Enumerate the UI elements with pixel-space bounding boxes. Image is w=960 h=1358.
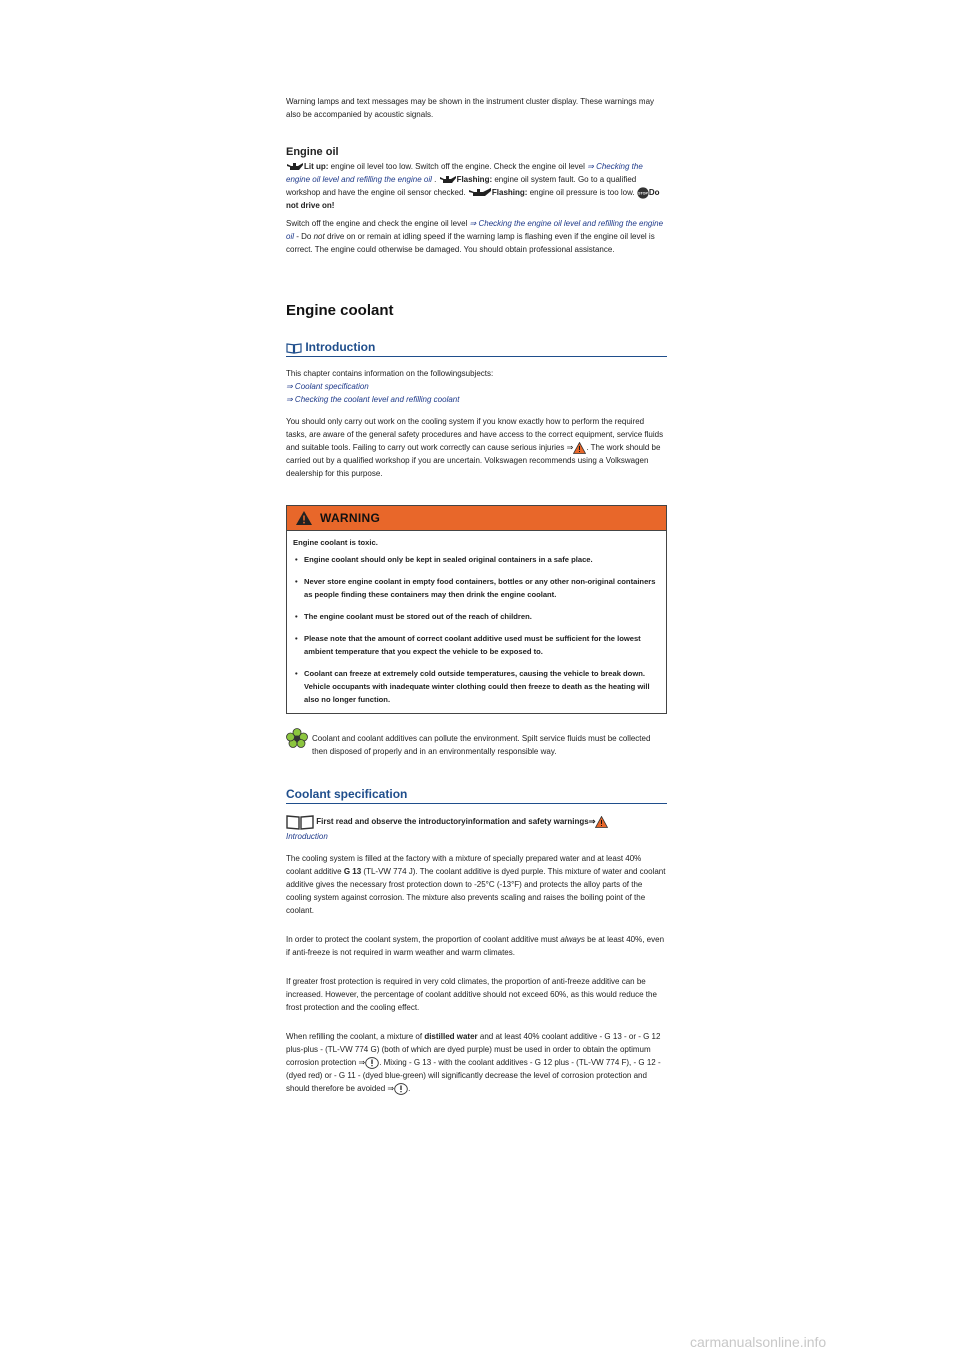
warning-item: • The engine coolant must be stored out of the reach of children. — [293, 610, 660, 623]
spec-text: The cooling system is filled at the factory with a mixture of specially prepared water and at least 40% coolant additive — [286, 854, 642, 876]
coolant-para-text: You should only carry out work on the cooling system if you know exactly how to perform the required tasks, are aware of the general safety procedures and have access to the correct equipment, service fluids and suitable tools. Failing to carry out work correctly can cause serious injuries ⇒ — [286, 417, 664, 452]
flashing-label: Flashing: — [491, 188, 528, 197]
spec-text: . — [408, 1084, 411, 1093]
oil-can-icon — [286, 161, 304, 172]
lit-up-label: Lit up: — [304, 162, 329, 171]
warning-box — [286, 505, 667, 714]
intro-paragraph: Warning lamps and text messages may be shown in the instrument cluster display. These warnings may also be accompanied by acoustic signals. — [286, 97, 655, 119]
flashing-text: engine oil pressure is too low. — [529, 188, 635, 197]
oil-para-not: not — [313, 232, 325, 241]
oil-para-text: - Do — [296, 232, 312, 241]
introduction-heading — [286, 340, 667, 357]
spec-text: and at least 40% coolant additive - G 13 - or - G 12 plus-plus - (TL-VW 774 G) (both of which are dyed purple) must be used in order to obtain the optimum corrosion protection ⇒ — [286, 1032, 661, 1067]
link-checking-oil[interactable]: ⇒ Checking the engine oil level and refilling the engine oil — [286, 162, 643, 184]
introduction-heading-text: Introduction — [305, 340, 376, 354]
link-checking-oil-2[interactable]: ⇒ Checking the engine oil level and refilling the engine oil — [286, 219, 664, 241]
coolant-spec-heading: Coolant specification — [286, 787, 667, 804]
spec-paragraph-1 — [286, 852, 667, 917]
watermark: carmanualsonline.info — [690, 1334, 827, 1350]
caution-circle-icon[interactable] — [394, 1083, 411, 1095]
book-icon — [286, 342, 302, 354]
spec-distilled-water: distilled water — [424, 1032, 478, 1041]
oil-para-text: drive on or remain at idling speed if the warning lamp is flashing even if the engine oil level is correct. The engine could otherwise be damaged. You should obtain professional assistance. — [286, 232, 655, 254]
do-not-drive: Do not drive on! — [286, 188, 660, 210]
warning-lead: Engine coolant is toxic. — [293, 538, 378, 547]
link-coolant-spec[interactable]: ⇒ Coolant specification — [286, 382, 369, 391]
warning-item: • Please note that the amount of correct coolant additive used must be sufficient for the lowest ambient temperature that you expect the vehicle to be exposed to. — [293, 632, 660, 658]
oil-para-text: Switch off the engine and check the engine oil level — [286, 219, 468, 228]
chapter-links — [286, 367, 667, 406]
spec-text: When refilling the coolant, a mixture of — [286, 1032, 423, 1041]
flashing-label: Flashing: — [456, 175, 493, 184]
spec-paragraph-4 — [286, 1030, 667, 1095]
stop-icon — [637, 187, 649, 199]
warning-title: WARNING — [320, 511, 381, 525]
environment-note — [286, 728, 667, 758]
spec-paragraph-2 — [286, 933, 667, 959]
oil-can-icon — [468, 187, 492, 198]
chapter-text: This chapter contains information on the followingsubjects: — [286, 369, 494, 378]
coolant-para-text: . The work should be carried out by a qualified workshop if you are uncertain. Volkswagen recommends using a Volkswagen dealership for this purpose. — [286, 443, 661, 478]
environment-flower-icon — [286, 728, 308, 748]
warning-item: • Engine coolant should only be kept in sealed original containers in a safe place. — [293, 553, 660, 566]
spec-text: In order to protect the coolant system, the proportion of coolant additive must — [286, 935, 559, 944]
spec-text: . Mixing - G 13 - with the coolant additives - G 12 plus - (TL-VW 774 F), - G 12 - (dyed red) or - G 11 - (dyed blue-green) will significantly decrease the level of corrosion protection and should therefore be avoided ⇒ — [286, 1058, 661, 1093]
engine-oil-section: Engine oil Lit up: engine oil level too low. Switch off the engine. Check the engine oil level ⇒ Checking the engine oil level and refilling the engine oil . Flashing: engine oil system fault. Go to a qualified workshop and have the engine oil sensor checked. Flashing: engine oil pressure is too low. STOP Do not drive on! Switch off the engine and check the engine oil level ⇒ Checking the engine oil level and refilling the engine oil - Do not drive on or remain at idling speed if the warning lamp is flashing even if the engine oil level is correct. The engine could otherwise be damaged. You should obtain professional assistance. — [286, 146, 667, 256]
read-first-text: First read and observe the introductoryinformation and safety warnings⇒ — [316, 817, 596, 827]
warning-item: • Never store engine coolant in empty food containers, bottles or any other non-original containers as people finding these containers may then drink the engine coolant. — [293, 575, 660, 601]
warning-triangle-icon — [295, 510, 313, 526]
warning-list — [293, 553, 660, 706]
lit-up-text: engine oil level too low. Switch off the engine. Check the engine oil level — [330, 162, 585, 171]
coolant-safety-paragraph — [286, 415, 667, 480]
engine-oil-heading: Engine oil — [286, 146, 339, 158]
warning-triangle-icon[interactable] — [595, 816, 608, 828]
book-icon — [286, 814, 314, 830]
spec-g13: G 13 — [343, 867, 362, 876]
caution-circle-icon[interactable] — [365, 1057, 379, 1069]
warning-item: • Coolant can freeze at extremely cold outside temperatures, causing the vehicle to break down. Vehicle occupants with inadequate winter clothing could then freeze to death as the heating will also no longer function. — [293, 667, 660, 706]
oil-can-icon — [439, 174, 457, 185]
link-introduction[interactable]: Introduction — [286, 832, 328, 841]
stop-icon-label: STOP — [638, 191, 648, 196]
spec-text: be at least 40%, even if anti-freeze is not required in warm weather and warm climates. — [286, 935, 665, 957]
warning-triangle-icon[interactable] — [573, 442, 586, 454]
spec-text: (TL-VW 774 J). The coolant additive is dyed purple. This mixture of water and coolant additive gives the necessary frost protection down to -25°C (-13°F) and protects the alloy parts of the cooling system against corrosion. The mixture also prevents scaling and raises the boiling point of the coolant. — [286, 867, 666, 915]
spec-paragraph-3: If greater frost protection is required in very cold climates, the proportion of anti-freeze additive can be increased. However, the percentage of coolant additive should not exceed 60%, as this would reduce the frost protection and the cooling effect. — [286, 977, 657, 1012]
read-first-note — [286, 814, 667, 843]
warning-body — [287, 531, 666, 706]
flashing-text: engine oil system fault. Go to a qualified workshop and have the engine oil sensor checked. — [286, 175, 637, 197]
warning-header — [287, 506, 666, 531]
engine-coolant-heading: Engine coolant — [286, 302, 394, 319]
link-checking-coolant[interactable]: ⇒ Checking the coolant level and refilling coolant — [286, 395, 460, 404]
spec-always: always — [560, 935, 585, 944]
environment-text: Coolant and coolant additives can pollute the environment. Spilt service fluids must be collected then disposed of properly and in an environmentally responsible way. — [312, 734, 651, 756]
